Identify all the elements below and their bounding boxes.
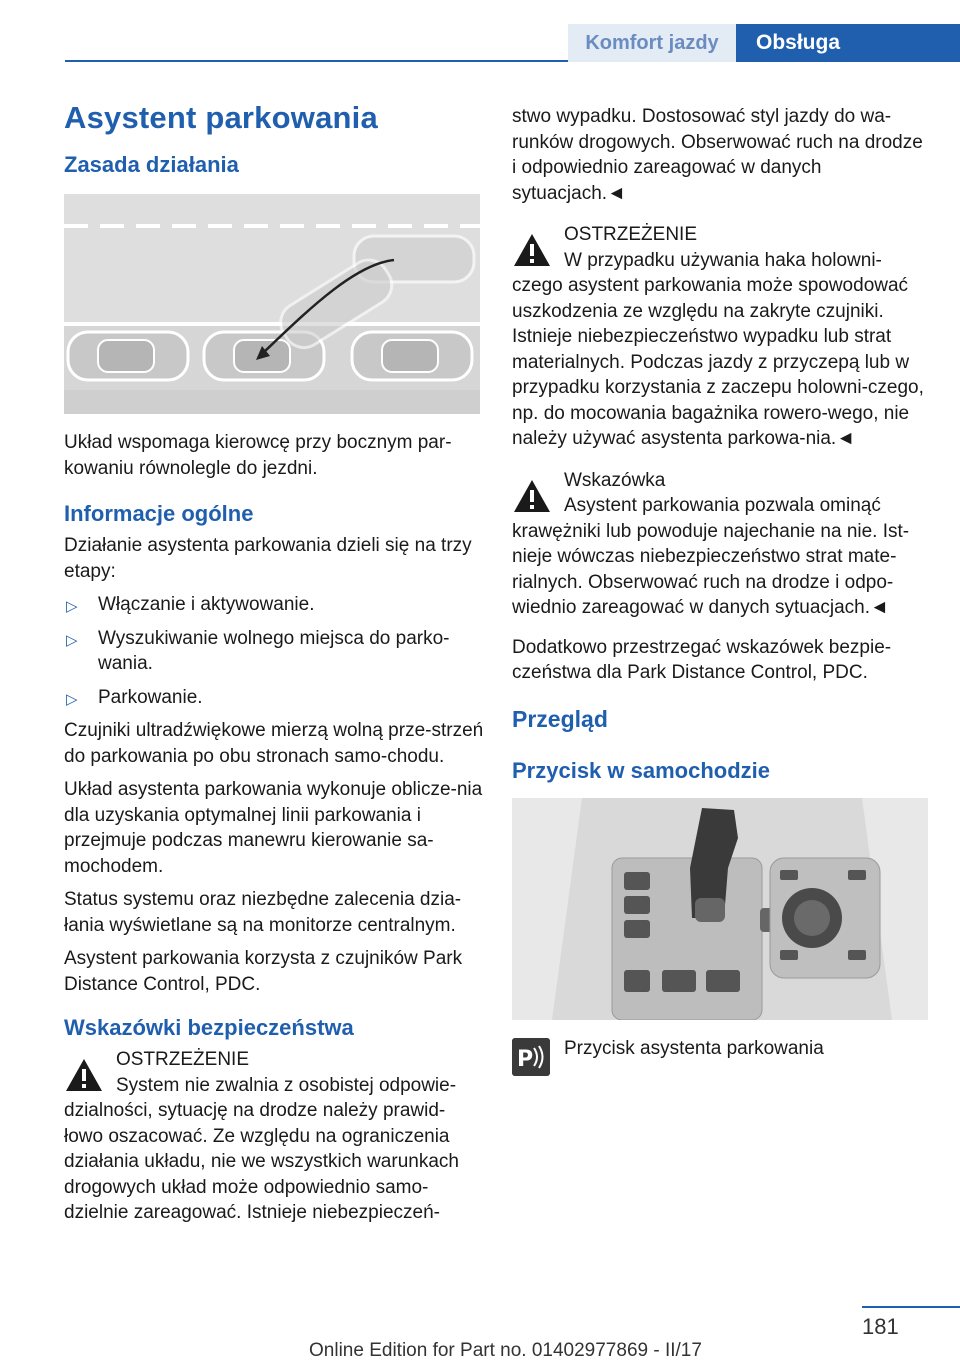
parking-diagram <box>64 194 480 414</box>
paragraph-pdc-hint: Dodatkowo przestrzegać wskazówek bezpie-czeństwa dla Park Distance Control, PDC. <box>512 636 892 683</box>
parking-button-row <box>512 1036 932 1072</box>
heading-principle: Zasada działania <box>64 152 239 177</box>
triangle-bullet-icon: ▷ <box>66 631 78 649</box>
page-number: 181 <box>862 1314 899 1339</box>
list-item: ▷ Wyszukiwanie wolnego miejsca do parko-wania. <box>66 627 450 674</box>
paragraph-status: Status systemu oraz niezbędne zalecenia dzia-łania wyświetlane są na monitorze centralnym. <box>64 889 462 936</box>
hint-body: Asystent parkowania pozwala ominąć krawężniki lub powoduje najechanie na nie. Ist-nieje wówczas niebezpieczeństwo strat mate-rialnych. Obserwować ruch na drodze i odpo-wiednio zareagować w danych sytuacjach.◄ <box>512 495 910 618</box>
triangle-bullet-icon: ▷ <box>66 690 78 708</box>
list-item: ▷ Włączanie i aktywowanie. <box>64 592 484 618</box>
triangle-bullet-icon: ▷ <box>66 598 78 615</box>
heading-button: Przycisk w samochodzie <box>512 757 770 783</box>
edition-label: Online Edition for Part no. 01402977869 - II/17 <box>309 1340 702 1361</box>
footer-rule <box>862 1306 960 1308</box>
steps-list <box>64 592 484 710</box>
warning-icon <box>512 476 552 516</box>
heading-safety: Wskazówki bezpieczeństwa <box>64 1015 354 1040</box>
list-item: ▷ Parkowanie. <box>64 685 484 711</box>
console-photo <box>512 798 928 1020</box>
warning-title: OSTRZEŻENIE <box>564 224 698 245</box>
general-lead: Działanie asystenta parkowania dzieli się na trzy etapy: <box>64 535 472 582</box>
page-title: Asystent parkowania <box>64 100 378 135</box>
svg-text:P: P <box>517 1046 534 1072</box>
right-column <box>512 104 932 1072</box>
warning-notice <box>64 1047 484 1226</box>
paragraph-calc: Układ asystenta parkowania wykonuje oblicze-nia dla uzyskania optymalnej linii parkowania i przejmuje podczas manewru kierowanie sa-mochodem. <box>64 779 483 877</box>
warning-title: OSTRZEŻENIE <box>116 1049 250 1070</box>
tab-chapter[interactable]: Obsługa <box>736 24 960 62</box>
parking-assistant-icon[interactable] <box>512 1038 550 1076</box>
heading-general: Informacje ogólne <box>64 501 254 526</box>
intro-text: Układ wspomaga kierowcę przy bocznym par-kowaniu równolegle do jezdni. <box>64 432 452 479</box>
car-rear <box>68 332 188 380</box>
tab-section[interactable]: Komfort jazdy <box>568 24 736 62</box>
hint-title: Wskazówka <box>564 469 666 491</box>
paragraph-pdc: Asystent parkowania korzysta z czujników Park Distance Control, PDC. <box>64 948 463 995</box>
button-caption: Przycisk asystenta parkowania <box>564 1037 824 1059</box>
warning-continuation: stwo wypadku. Dostosować styl jazdy do wa-runków drogowych. Obserwować ruch na drodze i odpowiednio zareagować w danych sytuacjach.◄ <box>512 106 923 204</box>
hint-notice <box>512 468 932 621</box>
car-front <box>352 332 472 380</box>
warning-body: System nie zwalnia z osobistej odpowie-dzialności, sytuację na drodze należy prawid-łowo oszacować. Ze względu na ograniczenia działania układu, nie we wszystkich warunkach drogowych układ może odpowiednio samo-dzielnie zareagować. Istnieje niebezpieczeń- <box>64 1074 459 1223</box>
paragraph-sensors: Czujniki ultradźwiękowe mierzą wolną prze-strzeń do parkowania po obu stronach samo-chodu. <box>64 720 484 767</box>
warning-notice-hitch <box>512 222 932 452</box>
heading-overview: Przegląd <box>512 705 608 732</box>
warning-body: W przypadku używania haka holowni-czego asystent parkowania może spowodować uszkodzenia ze względu na zakryte czujniki. Istnieje niebezpieczeństwo wypadku lub strat materialnych. Podczas jazdy z przyczepą lub w przypadku korzystania z zaczepu holowni-czego, np. do mocowania bagażnika rowero-wego, nie należy używać asystenta parkowa-nia.◄ <box>512 249 924 449</box>
left-column <box>64 98 484 1236</box>
warning-icon <box>512 230 552 270</box>
warning-icon <box>64 1055 104 1095</box>
